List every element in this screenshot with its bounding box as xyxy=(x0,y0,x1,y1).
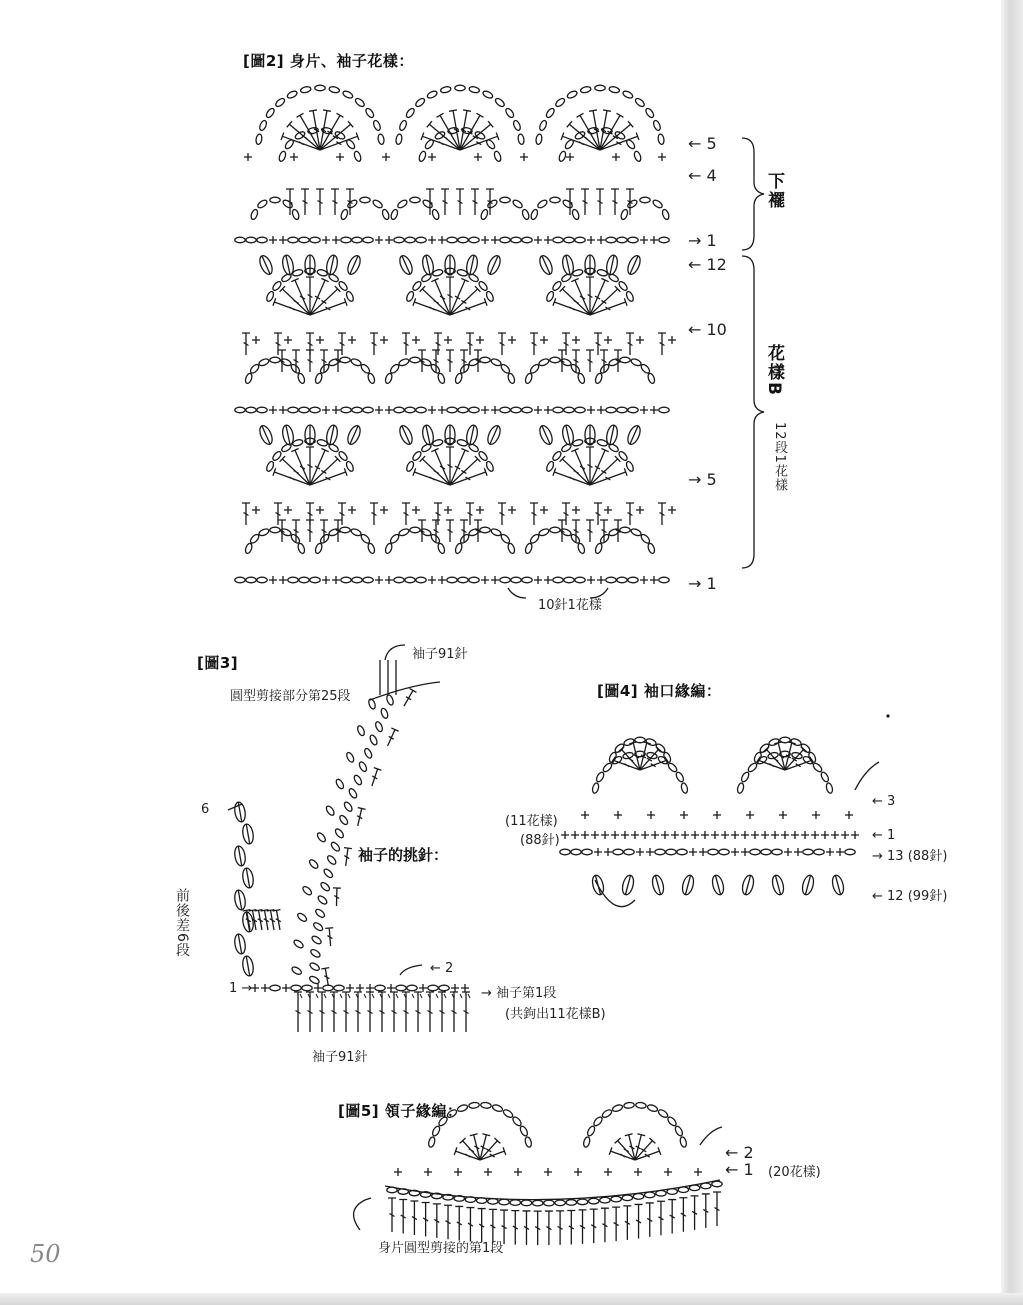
fig2-repeat-label: 12段1花樣 xyxy=(772,422,787,492)
fig3-pickup: 袖子的挑針： xyxy=(358,846,449,864)
fig5-row-2: ← 2 xyxy=(725,1143,754,1162)
fig3-row-6: 6 xyxy=(201,802,210,817)
fig3-bottom-stitch: 袖子91針 xyxy=(312,1050,368,1065)
fig4-stitches: (88針) xyxy=(520,833,560,848)
fig2-hem-label: 下襬 xyxy=(764,172,784,210)
fig3-top-stitch: 袖子91針 xyxy=(412,647,468,662)
fig2-row-5-bottom: → 5 xyxy=(688,470,717,489)
fig5-title: [圖5] 領子緣編： xyxy=(338,1102,463,1120)
page-bottom-edge xyxy=(0,1293,1023,1305)
page-number: 50 xyxy=(30,1240,61,1268)
fig2-row-1-top: → 1 xyxy=(688,231,717,250)
fig4-row-13: → 13 (88針) xyxy=(872,849,948,864)
fig4-title: [圖4] 袖口緣編： xyxy=(597,682,722,700)
fig2-row-5-top: ← 5 xyxy=(688,134,717,153)
fig5-base: 身片圓型剪接的第1段 xyxy=(378,1241,504,1256)
fig4-motifs: (11花樣) xyxy=(505,814,558,829)
fig3-sleeve-row1: → 袖子第1段 xyxy=(481,986,557,1001)
fig2-pattern-label: 花樣B xyxy=(764,344,784,397)
fig3-round-join: 圓型剪接部分第25段 xyxy=(230,689,351,704)
fig5-motifs: (20花樣) xyxy=(768,1165,821,1180)
fig2-stitch-label: 10針1花樣 xyxy=(538,598,602,613)
fig2-title: [圖2] 身片、袖子花樣： xyxy=(243,52,414,70)
fig2-row-1-bottom: → 1 xyxy=(688,574,717,593)
fig3-side-diff: 前後差6段 xyxy=(174,888,190,958)
fig3-row-1: 1 → xyxy=(229,981,253,996)
fig4-row-12: ← 12 (99針) xyxy=(872,889,948,904)
fig2-row-4: ← 4 xyxy=(688,166,717,185)
fig2-row-10: ← 10 xyxy=(688,320,727,339)
fig3-total: (共鉤出11花樣B) xyxy=(505,1007,606,1022)
fig2-row-12: ← 12 xyxy=(688,255,727,274)
fig5-row-1: ← 1 xyxy=(725,1160,754,1179)
fig4-row-3: ← 3 xyxy=(872,794,896,809)
page-binding-edge xyxy=(1001,0,1023,1305)
fig3-row-2: ← 2 xyxy=(430,961,454,976)
fig3-title: [圖3] xyxy=(197,654,239,672)
fig4-row-1: ← 1 xyxy=(872,828,896,843)
